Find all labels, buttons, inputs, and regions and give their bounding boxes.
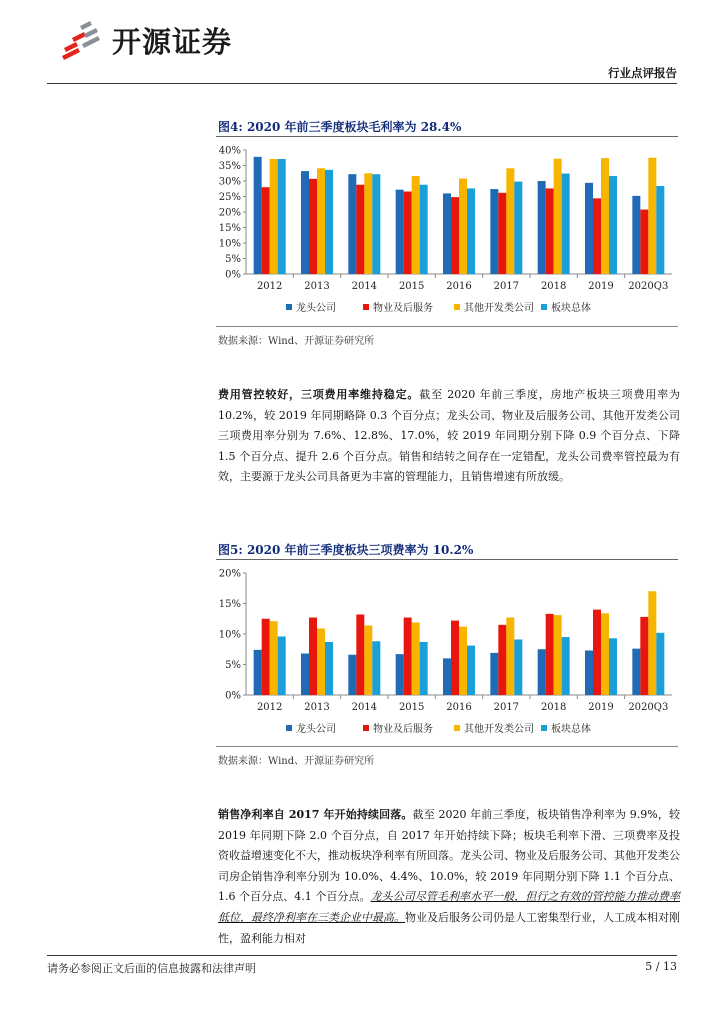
bar bbox=[546, 188, 554, 274]
legend-label: 其他开发类公司 bbox=[464, 724, 534, 735]
bar bbox=[270, 621, 278, 695]
bar bbox=[443, 658, 451, 695]
y-tick-label: 0% bbox=[225, 269, 241, 281]
legend-swatch bbox=[363, 304, 369, 310]
legend-label: 其他开发类公司 bbox=[464, 303, 534, 314]
bar bbox=[372, 641, 380, 695]
bar bbox=[640, 210, 648, 274]
bar bbox=[270, 159, 278, 274]
bar bbox=[506, 168, 514, 274]
report-type: 行业点评报告 bbox=[608, 66, 677, 80]
bar bbox=[593, 198, 601, 274]
y-tick-label: 5% bbox=[225, 254, 241, 265]
bar bbox=[443, 193, 451, 274]
bar bbox=[648, 158, 656, 274]
y-tick-label: 10% bbox=[218, 238, 241, 250]
legend-swatch bbox=[541, 304, 547, 310]
logo bbox=[58, 18, 232, 62]
bar bbox=[420, 642, 428, 695]
bar bbox=[459, 179, 467, 274]
bar bbox=[404, 618, 412, 695]
x-tick-label: 2018 bbox=[540, 702, 567, 713]
bar bbox=[451, 197, 459, 274]
legend-swatch bbox=[363, 725, 369, 731]
bar bbox=[262, 619, 270, 695]
bar bbox=[412, 622, 420, 695]
bar bbox=[632, 196, 640, 274]
bar bbox=[640, 617, 648, 695]
footer-divider bbox=[47, 955, 677, 956]
x-tick-label: 2016 bbox=[446, 281, 472, 292]
x-tick-label: 2013 bbox=[304, 702, 330, 713]
x-tick-label: 2019 bbox=[588, 702, 614, 713]
legend-label: 龙头公司 bbox=[296, 724, 336, 735]
paragraph-lead: 销售净利率自 2017 年开始持续回落。 bbox=[218, 808, 413, 821]
bar bbox=[278, 636, 286, 695]
x-tick-label: 2015 bbox=[398, 281, 425, 292]
bar bbox=[364, 625, 372, 695]
y-tick-label: 35% bbox=[218, 161, 241, 172]
y-tick-label: 40% bbox=[218, 145, 241, 157]
bar bbox=[356, 185, 364, 274]
legend-label: 物业及后服务 bbox=[373, 724, 433, 735]
legend-label: 龙头公司 bbox=[296, 303, 336, 314]
bar bbox=[538, 649, 546, 695]
bar bbox=[278, 159, 286, 274]
y-tick-label: 15% bbox=[218, 599, 241, 610]
paragraph-tail: 物业及后服务公司仍是人工密集型行业，人工成本相对刚性，盈利能力相对 bbox=[218, 910, 680, 945]
figure5-chart bbox=[216, 561, 678, 745]
bar bbox=[325, 642, 333, 695]
bar bbox=[601, 158, 609, 274]
x-tick-label: 2016 bbox=[446, 702, 472, 713]
y-tick-label: 10% bbox=[218, 629, 241, 641]
bar bbox=[309, 618, 317, 695]
bar bbox=[514, 182, 522, 274]
x-tick-label: 2017 bbox=[493, 281, 520, 292]
bar bbox=[593, 610, 601, 695]
bar bbox=[356, 614, 364, 695]
bar bbox=[656, 633, 664, 695]
figure4-source: 数据来源：Wind、开源证券研究所 bbox=[218, 336, 375, 347]
paragraph-net-margin bbox=[218, 805, 680, 949]
bar bbox=[317, 629, 325, 695]
bar bbox=[396, 654, 404, 695]
x-tick-label: 2014 bbox=[351, 281, 378, 292]
legend-swatch bbox=[541, 725, 547, 731]
bar bbox=[301, 654, 309, 695]
bar bbox=[467, 646, 475, 695]
figure4-chart bbox=[216, 138, 678, 324]
paragraph-lead: 费用管控较好，三项费用率维持稳定。 bbox=[218, 388, 420, 401]
bar bbox=[420, 185, 428, 274]
legend-label: 板块总体 bbox=[551, 724, 591, 735]
y-tick-label: 20% bbox=[218, 207, 241, 219]
paragraph-underline: 龙头公司尽管毛利率水平一般，但行之有效的管控能力推动费率低位，最终净利率在三类企业中最高。 bbox=[218, 890, 681, 924]
figure5-title: 图5: 2020 年前三季度板块三项费率为 10.2% bbox=[218, 543, 474, 557]
x-tick-label: 2018 bbox=[540, 281, 567, 292]
paragraph-body: 截至 2020 年前三季度，板块销售净利率为 9.9%，较 2019 年同期下降 2.0 个百分点，自 2017 年开始持续下降；板块毛利率下滑、三项费率及投资收益增速变化不大，推动板块净利率有所回落。龙头公司、物业及后服务公司、其他开发类公司房企销售净利率分别为 10.0%、4.4%、10.0%，较 2019 年同期分别下降 1.1 个百分点、1.6 个百分点、4.1 个百分点。 bbox=[218, 808, 680, 904]
bar bbox=[254, 157, 262, 274]
bar bbox=[459, 627, 467, 695]
figure4-title: 图4: 2020 年前三季度板块毛利率为 28.4% bbox=[218, 120, 462, 134]
bar bbox=[301, 171, 309, 274]
bar bbox=[538, 181, 546, 274]
bar bbox=[514, 639, 522, 695]
x-tick-label: 2013 bbox=[304, 281, 330, 292]
bar bbox=[317, 168, 325, 274]
header-divider bbox=[47, 83, 677, 84]
bar bbox=[404, 192, 412, 274]
x-tick-label: 2014 bbox=[351, 702, 378, 713]
x-tick-label: 2017 bbox=[493, 702, 520, 713]
legend-swatch bbox=[454, 304, 460, 310]
bar bbox=[562, 637, 570, 695]
bar bbox=[467, 188, 475, 274]
bar bbox=[348, 655, 356, 695]
x-tick-label: 2020Q3 bbox=[628, 702, 669, 713]
figure5-title-divider bbox=[216, 559, 678, 560]
x-tick-label: 2012 bbox=[256, 281, 283, 292]
paragraph-body: 截至 2020 年前三季度，房地产板块三项费用率为 10.2%，较 2019 年同期略降 0.3 个百分点；龙头公司、物业及后服务公司、其他开发类公司三项费用率分别为 7.6%、12.8%、17.0%，较 2019 年同期分别下降 0.9 个百分点、下降 1.5 个百分点、提升 2.6 个百分点。销售和结转之间存在一定错配，龙头公司费率管控最为有效，主要源于龙头公司具备更为丰富的管理能力，且销售增速有所放缓。 bbox=[218, 388, 680, 484]
bar bbox=[490, 653, 498, 695]
x-tick-label: 2012 bbox=[256, 702, 283, 713]
bar bbox=[609, 638, 617, 695]
bar bbox=[498, 625, 506, 695]
bar bbox=[546, 614, 554, 695]
figure5-source-divider bbox=[216, 746, 678, 747]
legend-swatch bbox=[286, 304, 292, 310]
bar bbox=[656, 186, 664, 274]
x-tick-label: 2015 bbox=[398, 702, 425, 713]
bar bbox=[262, 187, 270, 274]
bar bbox=[325, 170, 333, 274]
legend-label: 物业及后服务 bbox=[373, 303, 433, 314]
bar bbox=[309, 179, 317, 274]
bar bbox=[451, 621, 459, 695]
logo-text: 开源证券 bbox=[112, 24, 233, 59]
page-number: 5 / 13 bbox=[645, 960, 677, 973]
y-tick-label: 5% bbox=[225, 660, 241, 671]
bar bbox=[254, 650, 262, 695]
bar bbox=[396, 190, 404, 274]
bar bbox=[632, 649, 640, 695]
bar bbox=[364, 173, 372, 274]
y-tick-label: 25% bbox=[218, 192, 241, 203]
bar bbox=[490, 189, 498, 274]
y-tick-label: 20% bbox=[218, 568, 241, 580]
bar bbox=[562, 174, 570, 274]
legend-label: 板块总体 bbox=[551, 303, 591, 314]
logo-mark-icon bbox=[58, 18, 108, 62]
bar bbox=[372, 174, 380, 274]
legend-swatch bbox=[286, 725, 292, 731]
y-tick-label: 30% bbox=[218, 176, 241, 188]
x-tick-label: 2020Q3 bbox=[628, 281, 669, 292]
bar bbox=[506, 618, 514, 695]
figure5-source: 数据来源：Wind、开源证券研究所 bbox=[218, 756, 375, 767]
bar bbox=[554, 159, 562, 274]
footer-disclaimer: 请务必参阅正文后面的信息披露和法律声明 bbox=[47, 962, 256, 975]
paragraph-expense-rate bbox=[218, 385, 680, 488]
bar bbox=[498, 193, 506, 274]
bar bbox=[601, 613, 609, 695]
bar bbox=[554, 615, 562, 695]
bar bbox=[585, 650, 593, 695]
x-tick-label: 2019 bbox=[588, 281, 614, 292]
y-tick-label: 0% bbox=[225, 690, 241, 702]
bar bbox=[348, 174, 356, 274]
y-tick-label: 15% bbox=[218, 223, 241, 234]
bar bbox=[412, 176, 420, 274]
figure4-title-divider bbox=[216, 136, 678, 137]
bar bbox=[648, 591, 656, 695]
figure4-source-divider bbox=[216, 326, 678, 327]
bar bbox=[585, 183, 593, 274]
bar bbox=[609, 176, 617, 274]
legend-swatch bbox=[454, 725, 460, 731]
